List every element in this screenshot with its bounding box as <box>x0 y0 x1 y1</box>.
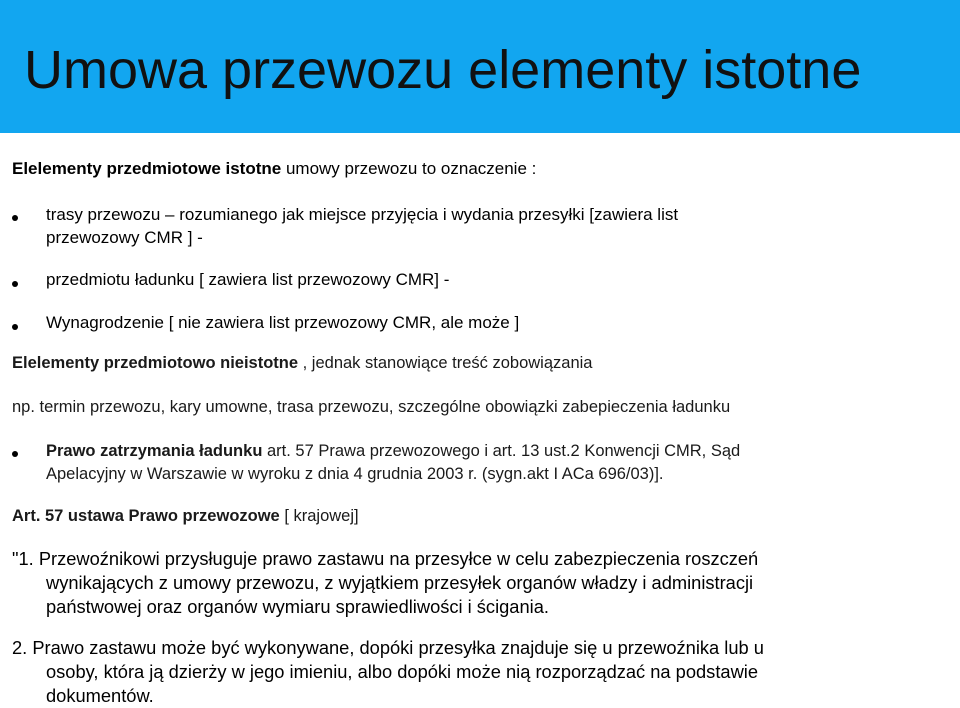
intro-paragraph <box>12 157 536 180</box>
quote-paragraph-1-cont <box>46 571 753 619</box>
intro-bold: Elelementy przedmiotowe istotne <box>12 159 282 178</box>
art57-heading <box>12 505 359 528</box>
example-paragraph: np. termin przewozu, kary umowne, trasa przewozu, szczególne obowiązki zabepieczenia ładunku <box>12 398 731 416</box>
nonessential-paragraph <box>12 352 592 375</box>
intro-rest: umowy przewozu to oznaczenie : <box>281 159 537 178</box>
retention-paragraph <box>46 440 740 486</box>
quote2-line3: dokumentów. <box>46 685 154 706</box>
bullet-line: trasy przewozu – rozumianego jak miejsce przyjęcia i wydania przesyłki [zawiera list <box>46 205 679 224</box>
bullet-dot-icon <box>12 281 18 287</box>
quote2-line1: 2. Prawo zastawu może być wykonywane, dopóki przesyłka znajduje się u przewoźnika lub u <box>12 637 764 658</box>
retention-rest: art. 57 Prawa przewozowego i art. 13 ust.2 Konwencji CMR, Sąd <box>262 442 741 460</box>
quote1-line1: "1. Przewoźnikowi przysługuje prawo zastawu na przesyłce w celu zabezpieczenia roszczeń <box>12 548 759 569</box>
retention-bold: Prawo zatrzymania ładunku <box>46 442 263 460</box>
quote1-line2: wynikających z umowy przewozu, z wyjątkiem przesyłek organów władzy i administracji <box>46 572 754 593</box>
quote-paragraph-1 <box>12 547 758 571</box>
art57-rest: [ krajowej] <box>279 507 359 525</box>
bullet-dot-icon <box>12 324 18 330</box>
nonessential-bold: Elelementy przedmiotowo nieistotne <box>12 354 299 372</box>
bullet-line: przewozowy CMR ] - <box>46 228 203 247</box>
quote-paragraph-2-cont <box>46 660 758 708</box>
bullet-item-route <box>46 203 678 249</box>
bullet-item-remuneration <box>46 311 519 334</box>
slide-title: Umowa przewozu elementy istotne <box>24 40 862 100</box>
bullet-dot-icon <box>12 451 18 457</box>
nonessential-rest: , jednak stanowiące treść zobowiązania <box>298 354 593 372</box>
bullet-line: przedmiotu ładunku [ zawiera list przewozowy CMR] - <box>46 270 450 289</box>
bullet-item-cargo <box>46 268 449 291</box>
retention-line2: Apelacyjny w Warszawie w wyroku z dnia 4 grudnia 2003 r. (sygn.akt I ACa 696/03)]. <box>46 465 664 483</box>
bullet-line: Wynagrodzenie [ nie zawiera list przewozowy CMR, ale może ] <box>46 313 520 332</box>
quote-paragraph-2 <box>12 636 764 660</box>
bullet-dot-icon <box>12 215 18 221</box>
quote1-line3: państwowej oraz organów wymiaru sprawiedliwości i ścigania. <box>46 596 549 617</box>
art57-bold: Art. 57 ustawa Prawo przewozowe <box>12 507 280 525</box>
title-bar <box>0 0 960 133</box>
quote2-line2: osoby, która ją dzierży w jego imieniu, albo dopóki może nią rozporządzać na podstawie <box>46 661 758 682</box>
